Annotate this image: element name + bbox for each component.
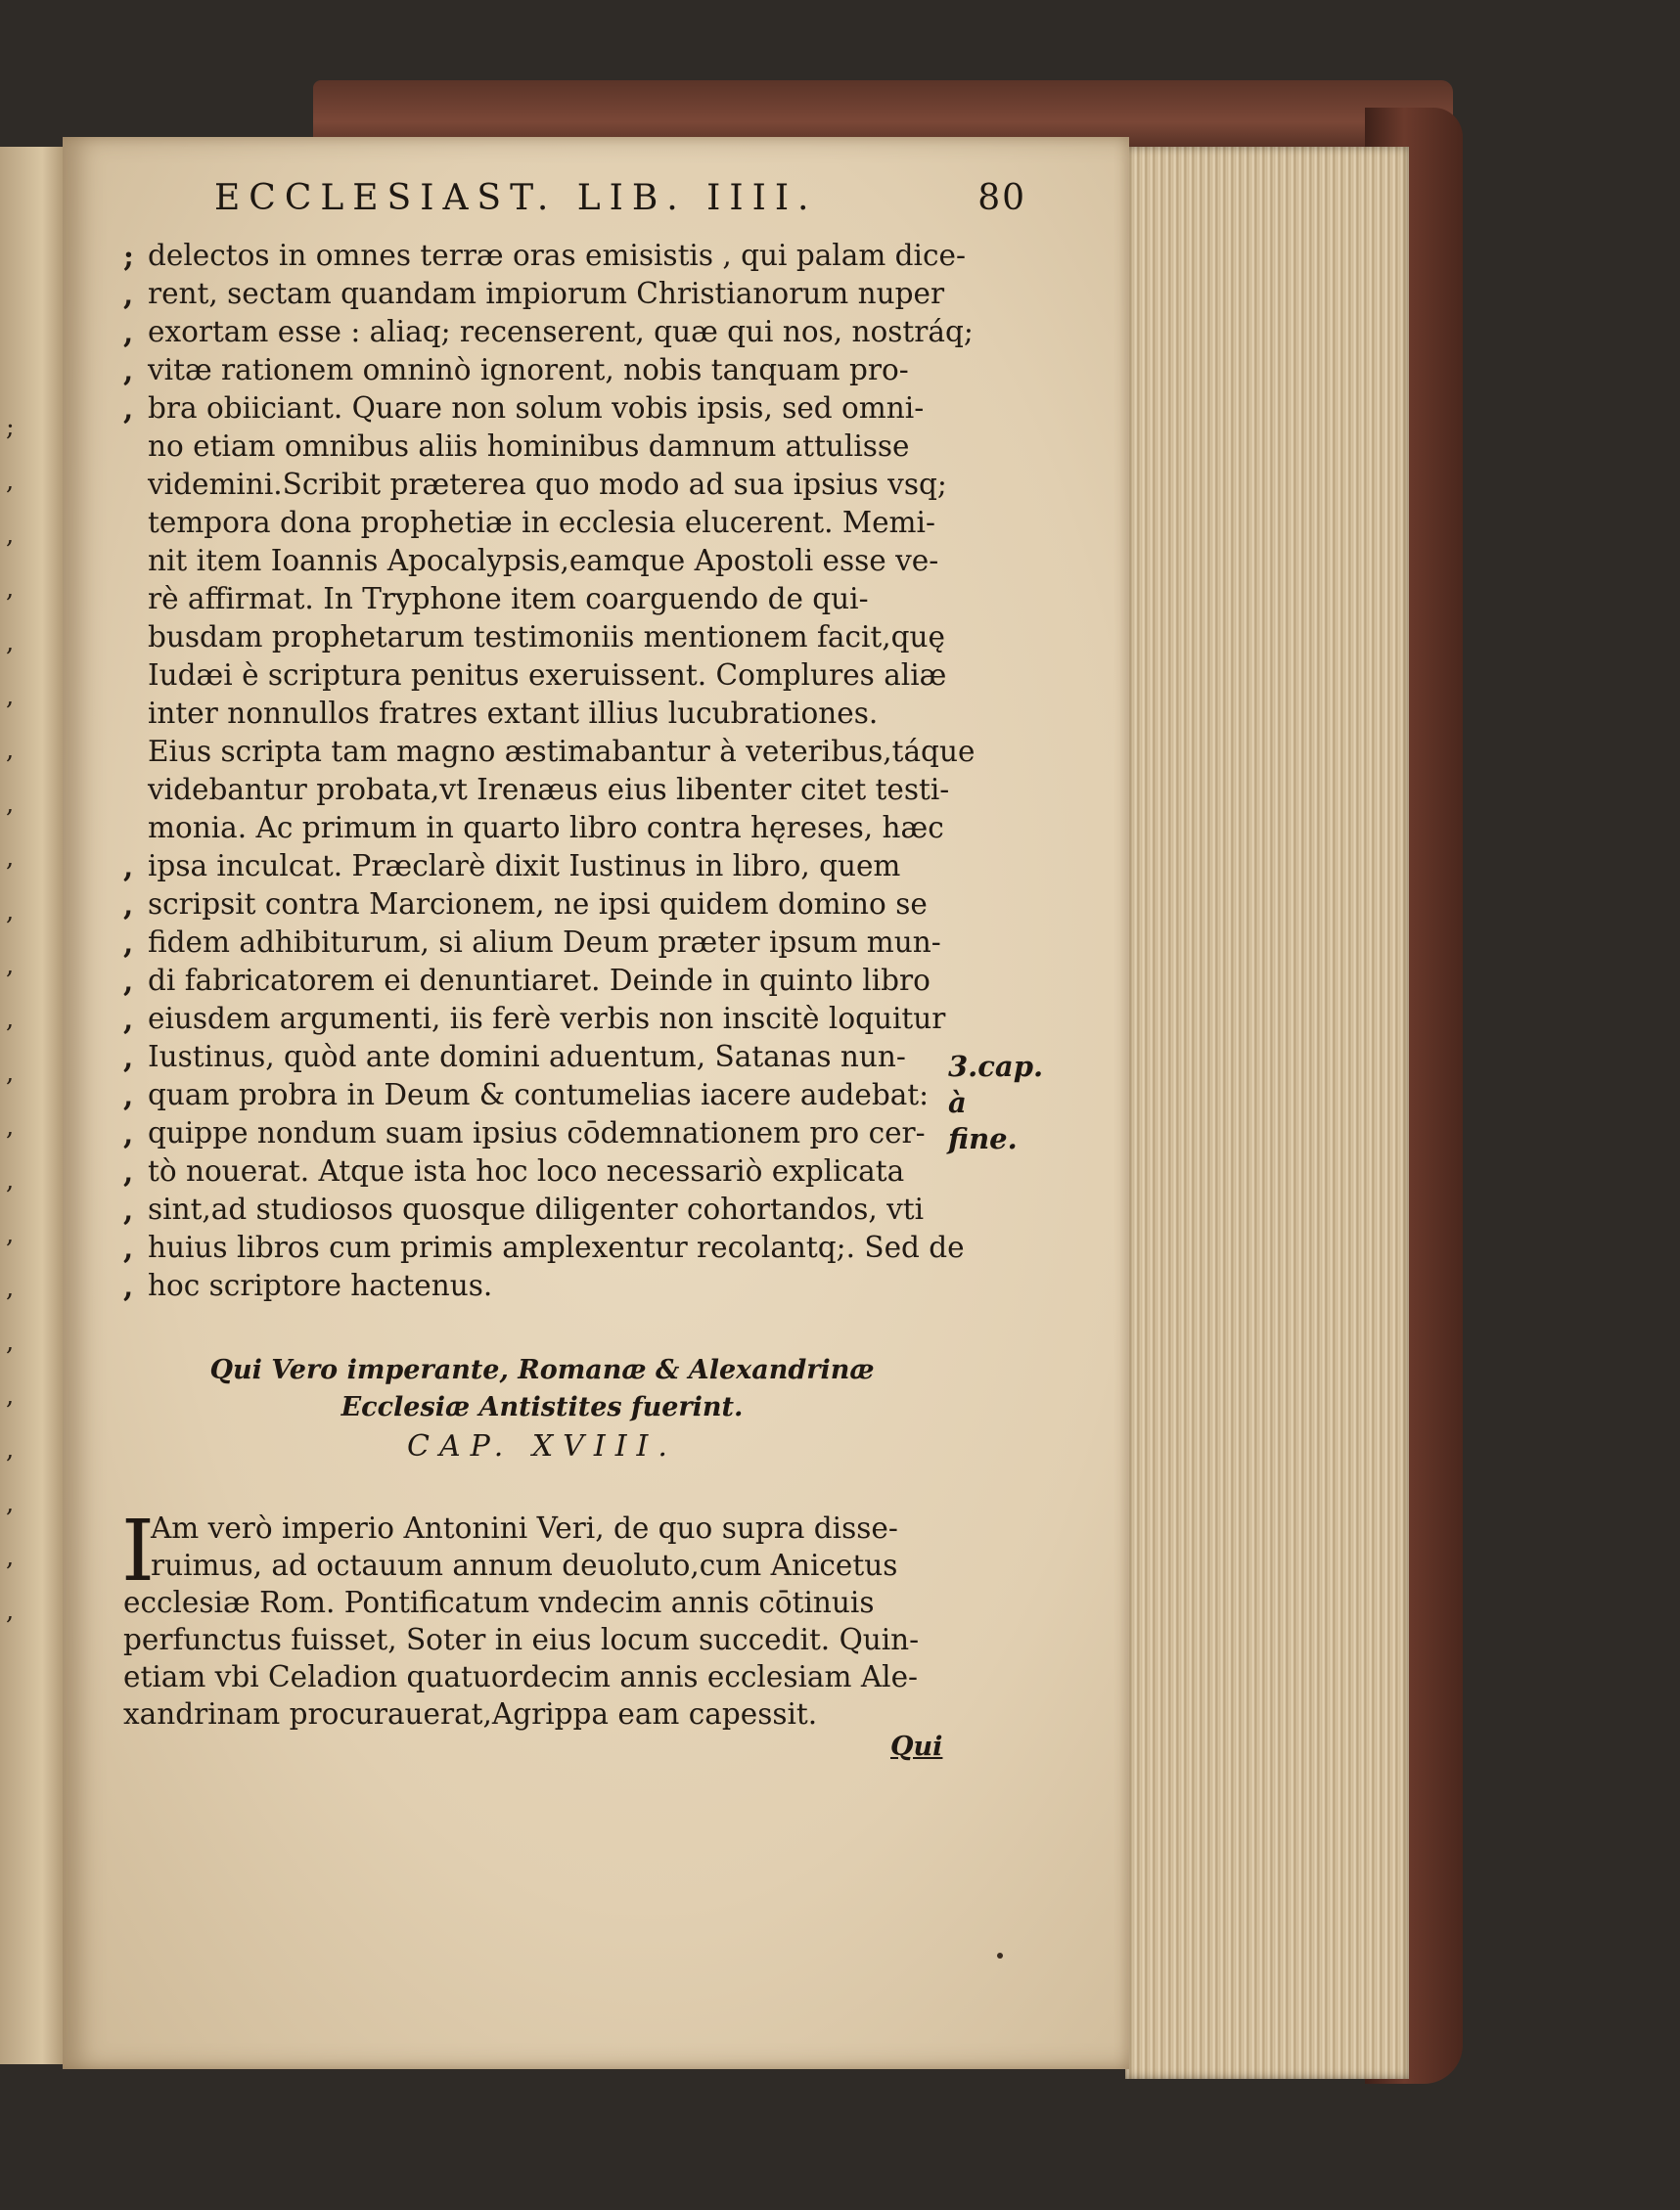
- line-text: quam probra in Deum & contumelias iacere audebat:: [148, 1078, 930, 1111]
- text-line: [123, 964, 1004, 1002]
- margin-note-line: 3.cap. à: [948, 1050, 1044, 1119]
- quote-mark: ,: [123, 1154, 134, 1189]
- catchword: Qui: [890, 1732, 943, 1762]
- previous-page-mark: ,: [6, 951, 15, 980]
- chapter-paragraph: [121, 1503, 1004, 1735]
- page-number: 80: [977, 178, 1026, 218]
- previous-page-mark: ,: [6, 897, 15, 926]
- chapter-heading-line: Qui Vero imperante, Romanæ & Alexandrinæ: [209, 1355, 875, 1385]
- previous-page-mark: ,: [6, 843, 15, 873]
- line-text: monia. Ac primum in quarto libro contra hęreses, hæc: [148, 811, 944, 844]
- quote-mark: ,: [123, 1193, 134, 1227]
- text-line: [123, 925, 1004, 964]
- line-text: nit item Ioannis Apocalypsis,eamque Apostoli esse ve-: [148, 544, 939, 577]
- quote-mark: ,: [123, 925, 134, 960]
- chapter-heading-line: Ecclesiæ Antistites fuerint.: [341, 1392, 744, 1422]
- previous-page-mark: ,: [6, 1059, 15, 1088]
- line-text: eiusdem argumenti, iis ferè verbis non inscitè loquitur: [148, 1002, 946, 1035]
- paragraph-line: [123, 1586, 1004, 1623]
- line-text: ruimus, ad octauum annum deuoluto,cum Anicetus: [151, 1549, 898, 1582]
- quote-mark: ,: [123, 1116, 134, 1150]
- previous-page-edge: [0, 147, 70, 2064]
- line-text: rè affirmat. In Tryphone item coarguendo de qui-: [148, 582, 869, 615]
- book-page: [63, 137, 1129, 2069]
- text-line: [123, 697, 1004, 735]
- text-line: [123, 887, 1004, 925]
- previous-page-marks: [6, 401, 29, 1639]
- text-line: [123, 1231, 1004, 1269]
- text-line: [123, 315, 1004, 353]
- paragraph-line: [123, 1660, 1004, 1697]
- line-text: videmini.Scribit præterea quo modo ad sua ipsius vsq;: [148, 468, 947, 501]
- body-text: [123, 239, 1004, 1307]
- line-text: tempora dona prophetiæ in ecclesia elucerent. Memi-: [148, 506, 935, 539]
- previous-page-mark: ,: [6, 1005, 15, 1034]
- previous-page-mark: ,: [6, 574, 15, 604]
- text-line: [123, 620, 1004, 658]
- previous-page-mark: ,: [6, 1274, 15, 1303]
- line-text: huius libros cum primis amplexentur recolantq;. Sed de: [148, 1231, 965, 1264]
- line-text: quippe nondum suam ipsius cōdemnationem pro cer-: [148, 1116, 926, 1150]
- paragraph-line: [123, 1697, 1004, 1735]
- text-line: [123, 658, 1004, 697]
- line-text: xandrinam procurauerat,Agrippa eam capessit.: [123, 1697, 818, 1731]
- line-text: vitæ rationem omninò ignorent, nobis tanquam pro-: [148, 353, 909, 386]
- quote-mark: ;: [123, 239, 134, 273]
- previous-page-mark: ,: [6, 789, 15, 819]
- previous-page-mark: ,: [6, 1489, 15, 1518]
- previous-page-mark: ,: [6, 1220, 15, 1249]
- quote-mark: ,: [123, 391, 134, 426]
- previous-page-mark: ,: [6, 1112, 15, 1142]
- line-text: scripsit contra Marcionem, ne ipsi quidem domino se: [148, 887, 928, 921]
- page-edges: [1125, 147, 1409, 2079]
- text-line: [123, 1002, 1004, 1040]
- text-line: [123, 391, 1004, 429]
- text-line: [123, 239, 1004, 277]
- previous-page-mark: ,: [6, 736, 15, 765]
- line-text: sint,ad studiosos quosque diligenter cohortandos, vti: [148, 1193, 925, 1226]
- previous-page-mark: ,: [6, 520, 15, 550]
- quote-mark: ,: [123, 1269, 134, 1303]
- line-text: busdam prophetarum testimoniis mentionem facit,quę: [148, 620, 946, 654]
- quote-mark: ,: [123, 1078, 134, 1112]
- previous-page-mark: ,: [6, 682, 15, 711]
- text-line: [123, 849, 1004, 887]
- quote-mark: ,: [123, 964, 134, 998]
- line-text: bra obiiciant. Quare non solum vobis ipsis, sed omni-: [148, 391, 925, 425]
- previous-page-mark: ,: [6, 467, 15, 496]
- previous-page-mark: ,: [6, 1543, 15, 1572]
- line-text: videbantur probata,vt Irenæus eius libenter citet testi-: [148, 773, 950, 806]
- previous-page-mark: ,: [6, 1166, 15, 1195]
- running-title: ECCLESIAST. LIB. IIII.: [214, 178, 818, 218]
- quote-mark: ,: [123, 315, 134, 349]
- line-text: Iudæi è scriptura penitus exeruissent. Complures aliæ: [148, 658, 947, 692]
- quote-mark: ,: [123, 277, 134, 311]
- line-text: di fabricatorem ei denuntiaret. Deinde in quinto libro: [148, 964, 931, 997]
- previous-page-mark: ,: [6, 1435, 15, 1465]
- text-line: [123, 811, 1004, 849]
- quote-mark: ,: [123, 849, 134, 883]
- paragraph-line: [123, 1511, 1004, 1549]
- quote-mark: ,: [123, 1040, 134, 1074]
- text-line: [123, 1040, 1004, 1078]
- paragraph-line: [123, 1623, 1004, 1660]
- line-text: inter nonnullos fratres extant illius lucubrationes.: [148, 697, 879, 730]
- text-line: [123, 277, 1004, 315]
- text-line: [123, 468, 1004, 506]
- text-line: [123, 773, 1004, 811]
- quote-mark: ,: [123, 1002, 134, 1036]
- line-text: no etiam omnibus aliis hominibus damnum attulisse: [148, 429, 910, 463]
- line-text: etiam vbi Celadion quatuordecim annis ecclesiam Ale-: [123, 1660, 918, 1693]
- line-text: Eius scripta tam magno æstimabantur à veteribus,táque: [148, 735, 976, 768]
- previous-page-mark: ,: [6, 1381, 15, 1411]
- previous-page-mark: ;: [6, 413, 15, 442]
- paragraph-line: [123, 1549, 1004, 1586]
- line-text: perfunctus fuisset, Soter in eius locum succedit. Quin-: [123, 1623, 920, 1656]
- chapter-heading: [151, 1355, 933, 1472]
- text-line: [123, 429, 1004, 468]
- quote-mark: ,: [123, 353, 134, 387]
- text-line: [123, 735, 1004, 773]
- text-line: [123, 353, 1004, 391]
- previous-page-mark: ,: [6, 1597, 15, 1626]
- drop-cap: I: [121, 1503, 155, 1601]
- text-line: [123, 1154, 1004, 1193]
- previous-page-mark: ,: [6, 1328, 15, 1357]
- text-line: [123, 582, 1004, 620]
- line-text: delectos in omnes terræ oras emisistis , qui palam dice-: [148, 239, 966, 272]
- line-text: tò nouerat. Atque ista hoc loco necessariò explicata: [148, 1154, 905, 1188]
- text-line: [123, 544, 1004, 582]
- line-text: hoc scriptore hactenus.: [148, 1269, 493, 1302]
- text-line: [123, 1269, 1004, 1307]
- line-text: Iustinus, quòd ante domini aduentum, Satanas nun-: [148, 1040, 906, 1073]
- line-text: Am verò imperio Antonini Veri, de quo supra disse-: [151, 1511, 898, 1545]
- chapter-number: CAP. XVIII.: [407, 1429, 677, 1464]
- text-line: [123, 1193, 1004, 1231]
- quote-mark: ,: [123, 1231, 134, 1265]
- line-text: ecclesiæ Rom. Pontificatum vndecim annis cōtinuis: [123, 1586, 875, 1619]
- margin-note-line: fine.: [948, 1122, 1018, 1155]
- line-text: ipsa inculcat. Præclarè dixit Iustinus in libro, quem: [148, 849, 901, 882]
- line-text: fidem adhibiturum, si alium Deum præter ipsum mun-: [148, 925, 941, 959]
- running-header: [214, 178, 1026, 231]
- text-line: [123, 506, 1004, 544]
- previous-page-mark: ,: [6, 628, 15, 657]
- ink-fleck: [997, 1953, 1003, 1959]
- quote-mark: ,: [123, 887, 134, 922]
- line-text: exortam esse : aliaq; recenserent, quæ qui nos, nostráq;: [148, 315, 974, 348]
- line-text: rent, sectam quandam impiorum Christianorum nuper: [148, 277, 945, 310]
- text-line: [123, 1116, 1004, 1154]
- margin-note: [948, 1049, 1066, 1157]
- text-line: [123, 1078, 1004, 1116]
